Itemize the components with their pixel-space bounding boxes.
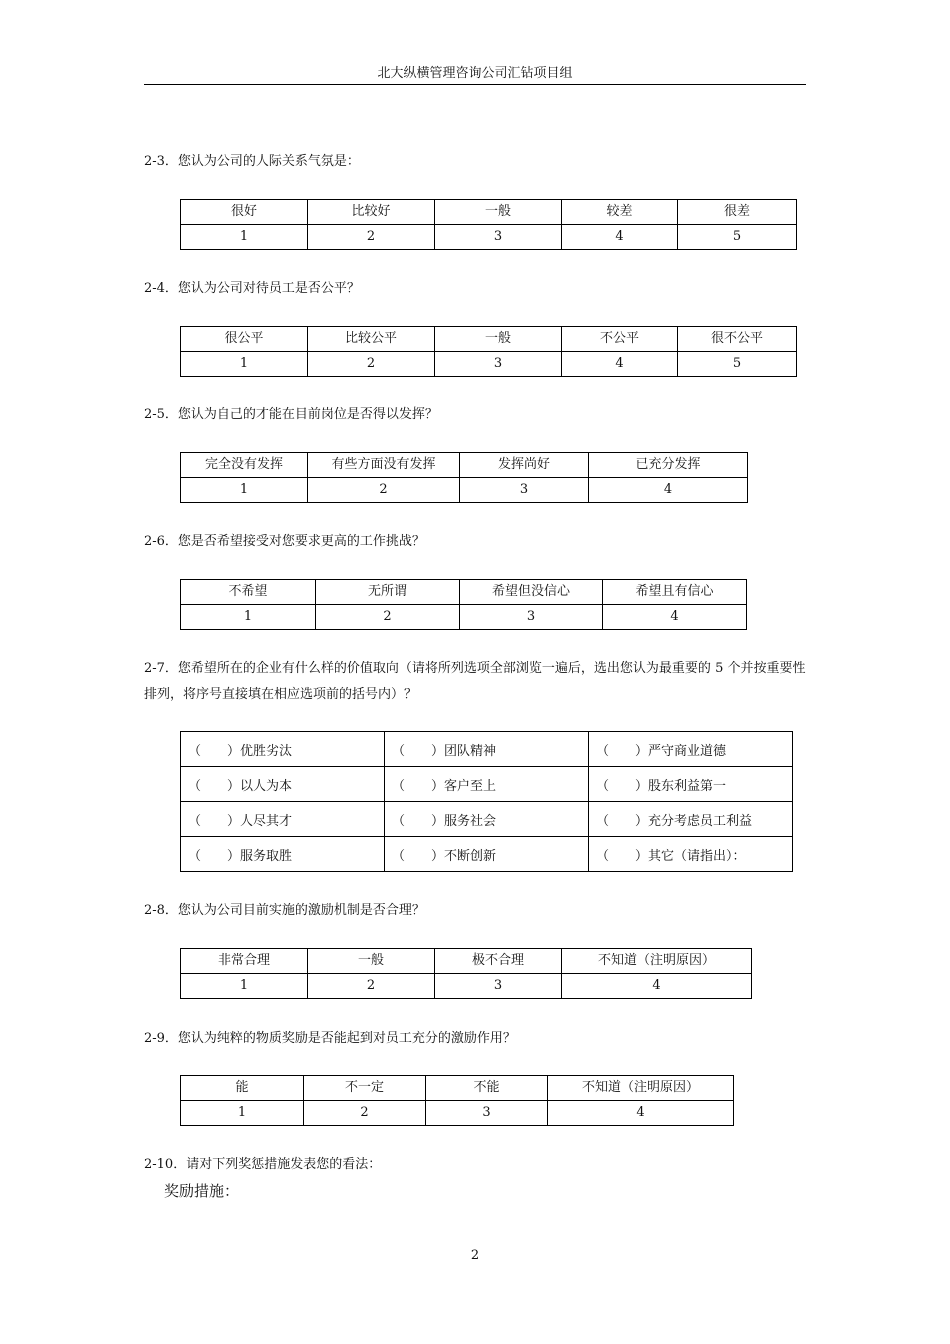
value-option — [589, 732, 793, 767]
score-cell: 4 — [603, 605, 747, 630]
option-cell: 比较公平 — [308, 327, 435, 352]
score-cell: 3 — [426, 1101, 548, 1126]
value-option — [181, 837, 385, 872]
value-label: 团队精神 — [444, 743, 497, 759]
option-cell: 很不公平 — [678, 327, 797, 352]
score-cell: 1 — [181, 352, 308, 377]
option-cell: 有些方面没有发挥 — [308, 453, 460, 478]
option-cell: 很差 — [678, 200, 797, 225]
bracket-blank[interactable]: （ ） — [392, 813, 445, 829]
score-cell: 1 — [181, 1101, 304, 1126]
bracket-blank[interactable]: （ ） — [596, 778, 649, 794]
value-option — [181, 802, 385, 837]
option-cell: 无所谓 — [316, 580, 460, 605]
bracket-blank[interactable]: （ ） — [392, 743, 445, 759]
score-cell: 2 — [308, 974, 435, 999]
value-option — [385, 837, 589, 872]
score-cell: 4 — [562, 974, 752, 999]
value-label: 人尽其才 — [240, 813, 293, 829]
score-cell: 4 — [562, 225, 678, 250]
option-cell: 不一定 — [304, 1076, 426, 1101]
value-option — [181, 767, 385, 802]
value-label: 服务社会 — [444, 813, 497, 829]
option-cell: 不公平 — [562, 327, 678, 352]
question-2-5: 2-5．您认为自己的才能在目前岗位是否得以发挥？ — [144, 407, 438, 422]
score-cell: 2 — [304, 1101, 426, 1126]
option-cell: 希望但没信心 — [460, 580, 603, 605]
reward-measures-heading: 奖励措施： — [164, 1182, 240, 1200]
table-2-6 — [180, 579, 747, 630]
table-2-5 — [180, 452, 748, 503]
value-label: 优胜劣汰 — [240, 743, 293, 759]
option-cell: 发挥尚好 — [460, 453, 589, 478]
score-cell: 5 — [678, 225, 797, 250]
value-option — [589, 767, 793, 802]
option-cell: 一般 — [435, 200, 562, 225]
table-2-9 — [180, 1075, 734, 1126]
option-cell: 能 — [181, 1076, 304, 1101]
value-option — [589, 802, 793, 837]
score-cell: 4 — [562, 352, 678, 377]
question-2-8: 2-8．您认为公司目前实施的激励机制是否合理？ — [144, 903, 425, 918]
value-option — [589, 837, 793, 872]
score-cell: 2 — [308, 225, 435, 250]
question-2-9: 2-9．您认为纯粹的物质奖励是否能起到对员工充分的激励作用？ — [144, 1031, 516, 1046]
bracket-blank[interactable]: （ ） — [188, 778, 241, 794]
value-label: 严守商业道德 — [648, 743, 727, 759]
question-2-7: 2-7．您希望所在的企业有什么样的价值取向（请将所列选项全部浏览一遍后，选出您认为最重要的 5 个并按重要性排列，将序号直接填在相应选项前的括号内）？ — [144, 661, 806, 702]
score-cell: 1 — [181, 974, 308, 999]
score-cell: 2 — [316, 605, 460, 630]
option-cell: 较差 — [562, 200, 678, 225]
bracket-blank[interactable]: （ ） — [596, 743, 649, 759]
option-cell: 一般 — [308, 949, 435, 974]
bracket-blank[interactable]: （ ） — [596, 848, 649, 864]
value-option — [385, 732, 589, 767]
option-cell: 极不合理 — [435, 949, 562, 974]
option-cell: 不希望 — [181, 580, 316, 605]
bracket-blank[interactable]: （ ） — [188, 813, 241, 829]
question-2-10: 2-10．请对下列奖惩措施发表您的看法： — [144, 1157, 382, 1172]
score-cell: 2 — [308, 352, 435, 377]
option-cell: 比较好 — [308, 200, 435, 225]
value-label: 以人为本 — [240, 778, 293, 794]
score-cell: 3 — [460, 605, 603, 630]
score-cell: 2 — [308, 478, 460, 503]
question-2-6: 2-6．您是否希望接受对您要求更高的工作挑战？ — [144, 534, 425, 549]
option-cell: 不能 — [426, 1076, 548, 1101]
bracket-blank[interactable]: （ ） — [392, 848, 445, 864]
value-label: 股东利益第一 — [648, 778, 727, 794]
score-cell: 3 — [460, 478, 589, 503]
values-table — [180, 731, 793, 872]
option-cell: 很好 — [181, 200, 308, 225]
bracket-blank[interactable]: （ ） — [596, 813, 649, 829]
value-option — [385, 767, 589, 802]
score-cell: 4 — [589, 478, 748, 503]
page-number: 2 — [470, 1248, 480, 1263]
page-header: 北大纵横管理咨询公司汇钻项目组 — [144, 64, 806, 85]
option-cell: 很公平 — [181, 327, 308, 352]
bracket-blank[interactable]: （ ） — [392, 778, 445, 794]
option-cell: 希望且有信心 — [603, 580, 747, 605]
score-cell: 3 — [435, 225, 562, 250]
score-cell: 3 — [435, 352, 562, 377]
value-option — [385, 802, 589, 837]
score-cell: 1 — [181, 225, 308, 250]
score-cell: 1 — [181, 478, 308, 503]
option-cell: 完全没有发挥 — [181, 453, 308, 478]
table-2-3 — [180, 199, 797, 250]
table-2-8 — [180, 948, 752, 999]
option-cell: 不知道（注明原因） — [548, 1076, 734, 1101]
score-cell: 5 — [678, 352, 797, 377]
score-cell: 4 — [548, 1101, 734, 1126]
score-cell: 1 — [181, 605, 316, 630]
option-cell: 一般 — [435, 327, 562, 352]
table-2-4 — [180, 326, 797, 377]
option-cell: 不知道（注明原因） — [562, 949, 752, 974]
question-2-3: 2-3．您认为公司的人际关系气氛是： — [144, 154, 360, 169]
value-label: 不断创新 — [444, 848, 497, 864]
value-label: 充分考虑员工利益 — [648, 813, 753, 829]
value-label: 客户至上 — [444, 778, 497, 794]
question-2-4: 2-4．您认为公司对待员工是否公平？ — [144, 281, 360, 296]
option-cell: 非常合理 — [181, 949, 308, 974]
value-label: 其它（请指出）： — [648, 848, 746, 864]
score-cell: 3 — [435, 974, 562, 999]
option-cell: 已充分发挥 — [589, 453, 748, 478]
bracket-blank[interactable]: （ ） — [188, 848, 241, 864]
value-option — [181, 732, 385, 767]
bracket-blank[interactable]: （ ） — [188, 743, 241, 759]
value-label: 服务取胜 — [240, 848, 293, 864]
